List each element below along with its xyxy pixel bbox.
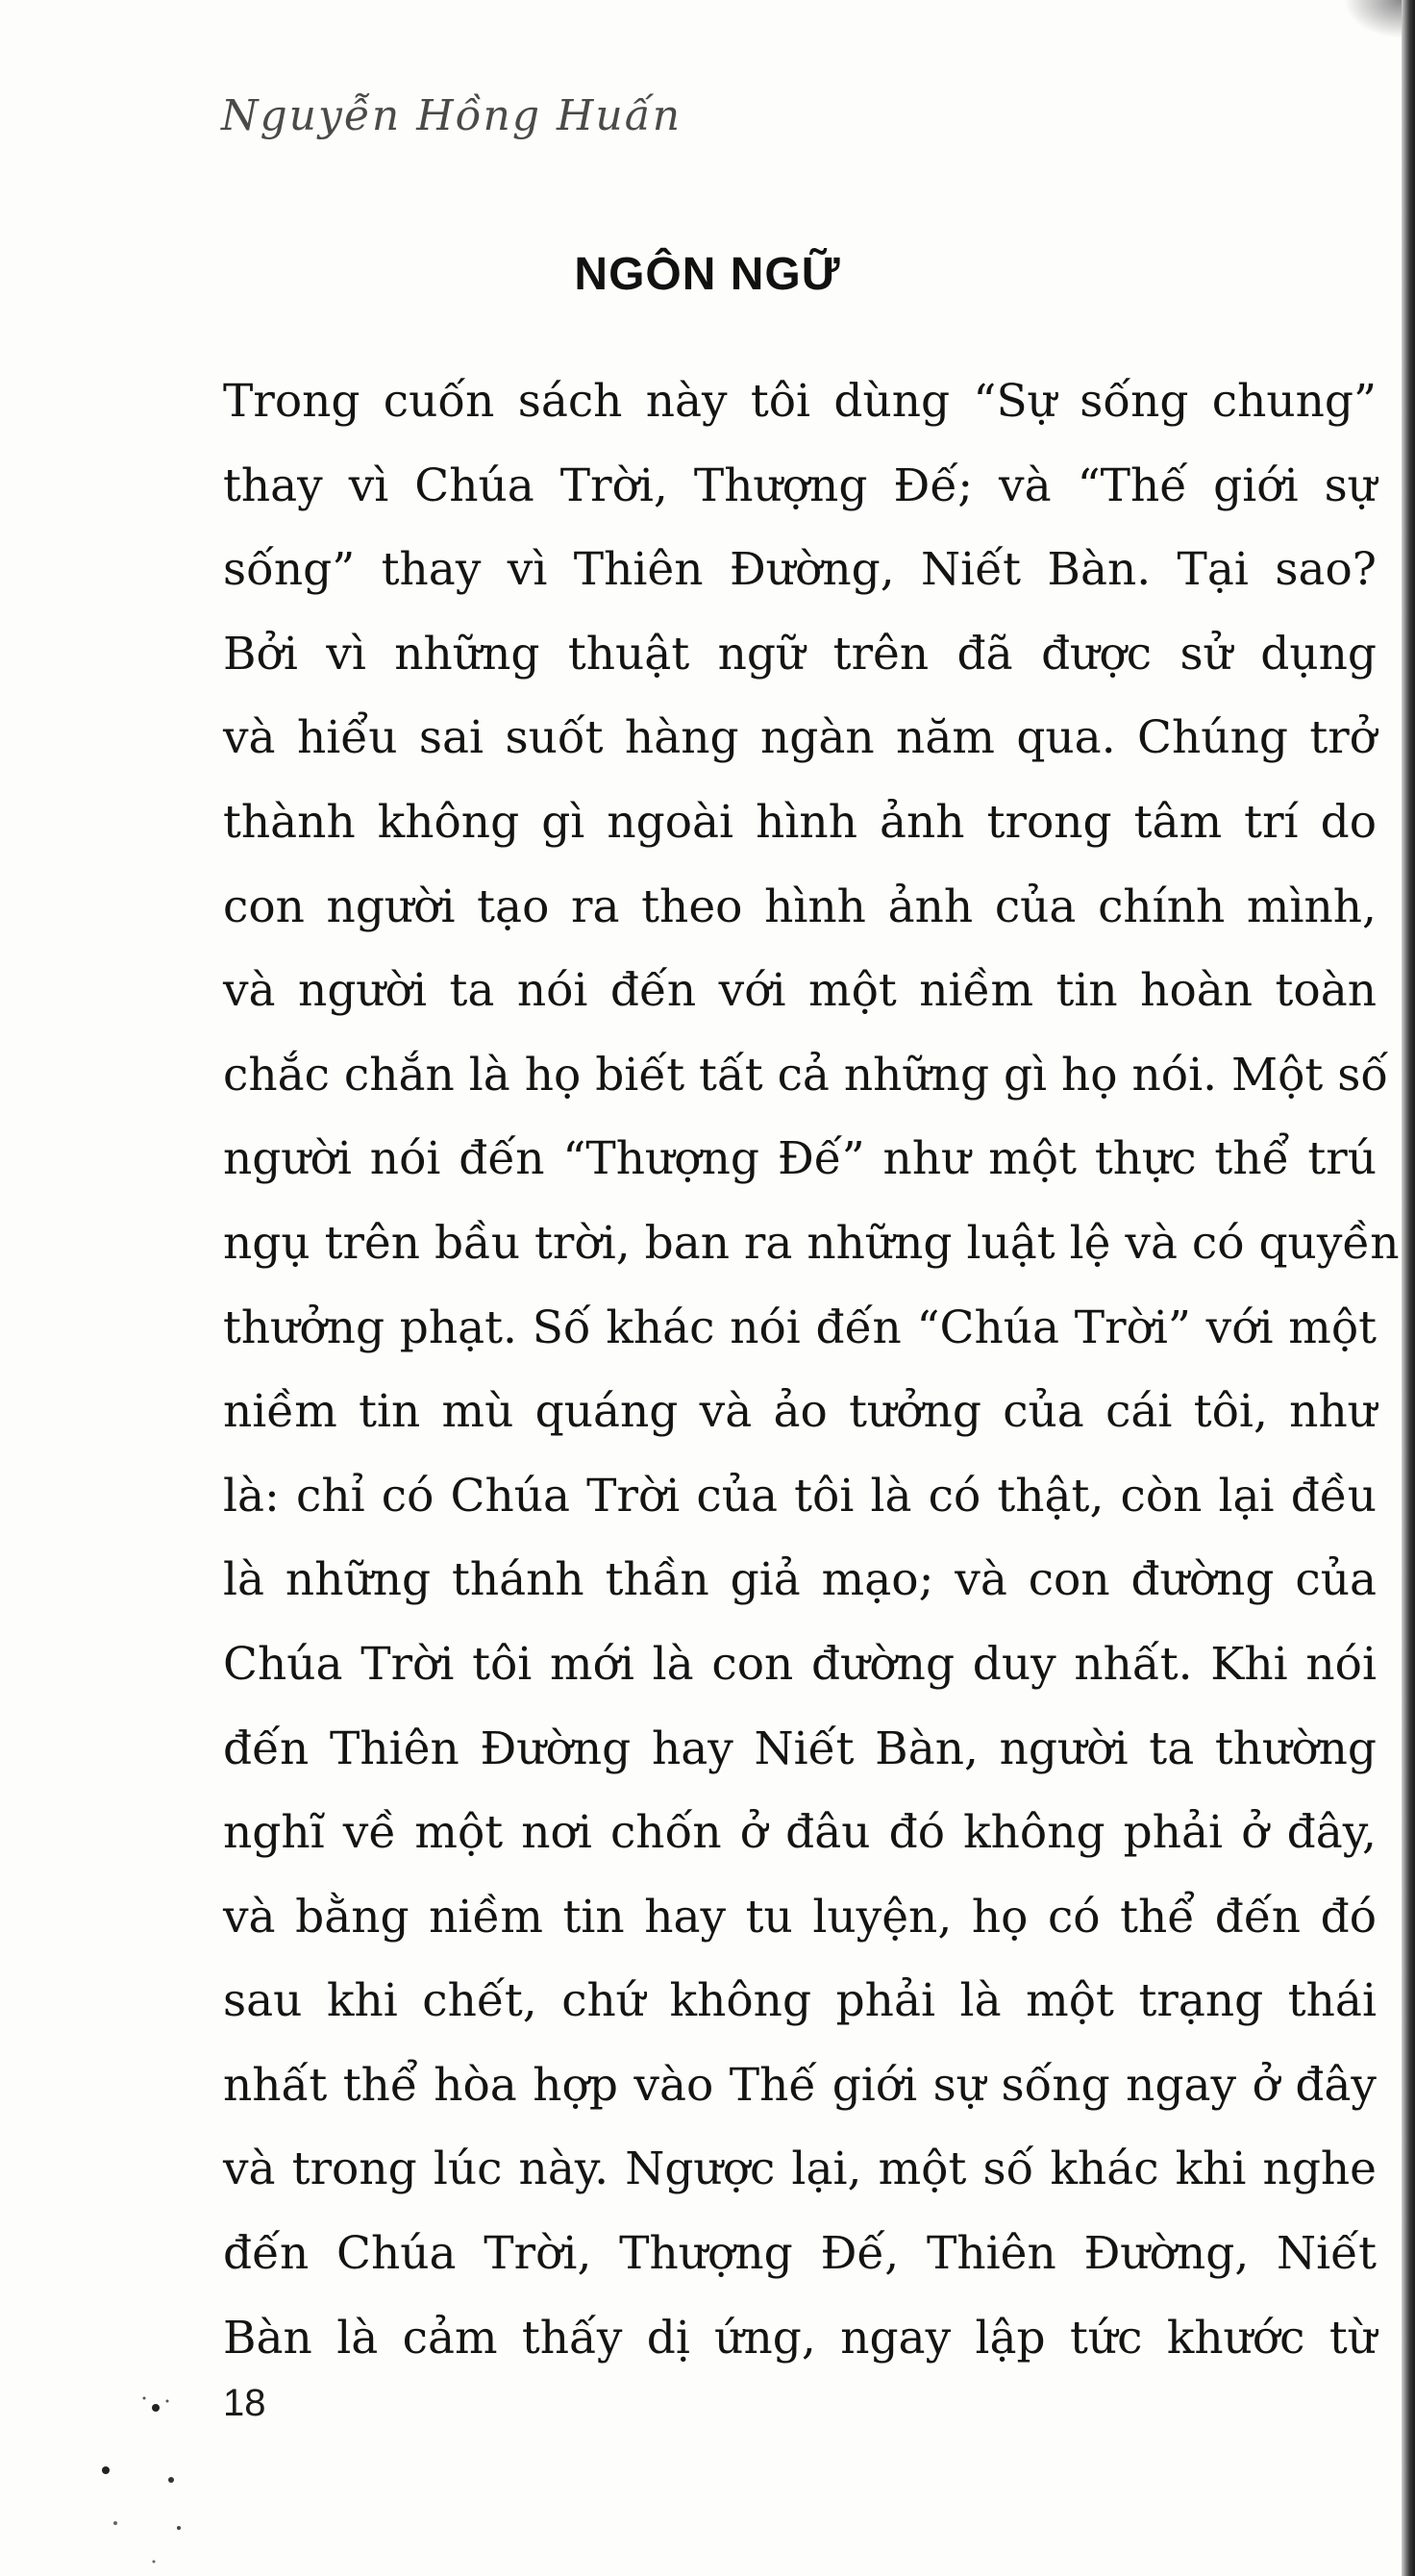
- text-line: đến Chúa Trời, Thượng Đế, Thiên Đường, Niết: [223, 2227, 1377, 2281]
- text-line: chắc chắn là họ biết tất cả những gì họ nói. Một số: [223, 1048, 1389, 1102]
- text-line: và trong lúc này. Ngược lại, một số khác khi nghe: [223, 2143, 1377, 2196]
- text-line: Trong cuốn sách này tôi dùng “Sự sống chung”: [223, 375, 1377, 428]
- text-line: sau khi chết, chứ không phải là một trạng thái: [223, 1974, 1377, 2028]
- text-line: Bởi vì những thuật ngữ trên đã được sử dụng: [223, 627, 1377, 681]
- text-line: người nói đến “Thượng Đế” như một thực thể trú: [223, 1132, 1377, 1186]
- text-line: Chúa Trời tôi mới là con đường duy nhất. Khi nói: [223, 1637, 1377, 1691]
- scan-shadow: [1344, 0, 1402, 38]
- text-line: con người tạo ra theo hình ảnh của chính mình,: [223, 879, 1377, 933]
- text-line: đến Thiên Đường hay Niết Bàn, người ta thường: [223, 1721, 1377, 1775]
- text-line: là: chỉ có Chúa Trời của tôi là có thật, còn lại đều: [223, 1469, 1377, 1523]
- text-line: thưởng phạt. Số khác nói đến “Chúa Trời” với một: [223, 1300, 1377, 1354]
- text-line: và hiểu sai suốt hàng ngàn năm qua. Chúng trở: [223, 711, 1377, 765]
- text-line: sống” thay vì Thiên Đường, Niết Bàn. Tại sao?: [223, 543, 1377, 597]
- text-line: là những thánh thần giả mạo; và con đường của: [223, 1553, 1377, 1607]
- text-line: nhất thể hòa hợp vào Thế giới sự sống ngay ở đây: [223, 2058, 1377, 2112]
- scan-edge: [1402, 0, 1415, 2576]
- body-paragraph: [223, 359, 1400, 2380]
- chapter-title: NGÔN NGỮ: [574, 249, 841, 300]
- text-line: thay vì Chúa Trời, Thượng Đế; và “Thế giới sự: [223, 458, 1377, 512]
- text-line: và bằng niềm tin hay tu luyện, họ có thể đến đó: [223, 1890, 1377, 1944]
- text-line: ngụ trên bầu trời, ban ra những luật lệ và có quyền: [223, 1216, 1400, 1270]
- text-line: thành không gì ngoài hình ảnh trong tâm trí do: [223, 795, 1377, 849]
- text-line: nghĩ về một nơi chốn ở đâu đó không phải ở đây,: [223, 1806, 1377, 1860]
- text-line: và người ta nói đến với một niềm tin hoàn toàn: [223, 964, 1377, 1018]
- text-line: niềm tin mù quáng và ảo tưởng của cái tôi, như: [223, 1385, 1377, 1439]
- scan-speckles: [87, 2355, 202, 2576]
- running-head-author: Nguyễn Hồng Huấn: [221, 91, 683, 140]
- page-number: 18: [223, 2382, 266, 2424]
- text-line: Bàn là cảm thấy dị ứng, ngay lập tức khước từ: [223, 2311, 1377, 2365]
